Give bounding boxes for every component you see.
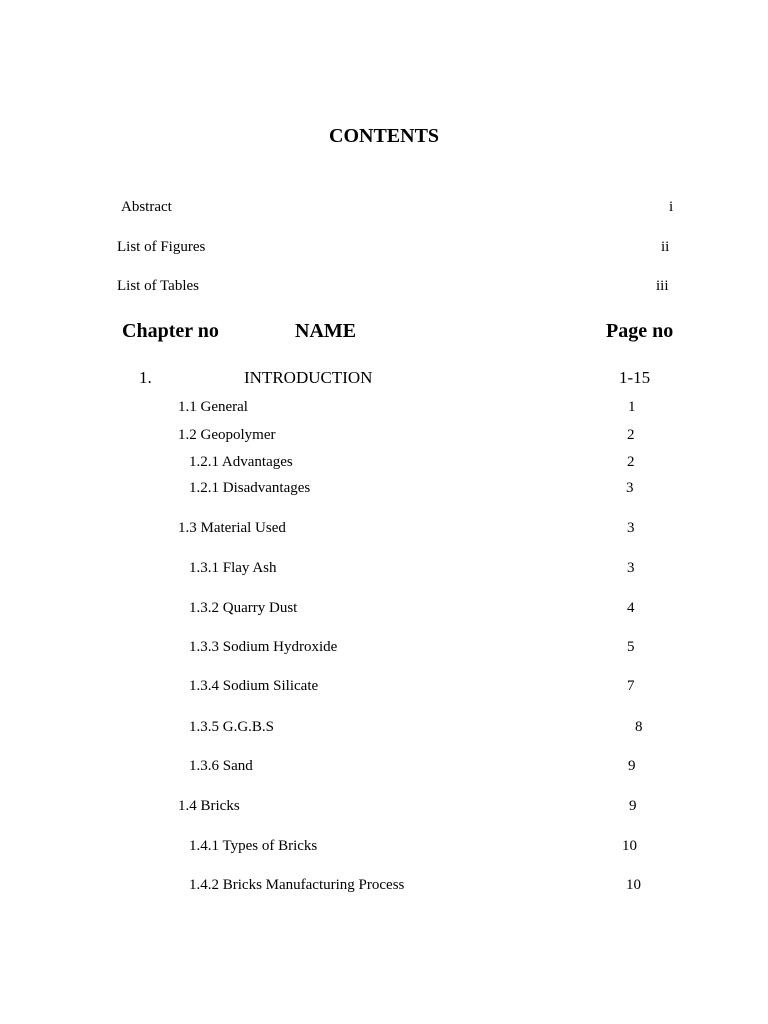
- chapter-name: INTRODUCTION: [244, 368, 373, 387]
- front-matter-label: List of Tables: [117, 278, 199, 294]
- toc-entry-page: 3: [626, 480, 634, 496]
- toc-entry-label: 1.2.1 Advantages: [189, 454, 293, 470]
- front-matter-label: List of Figures: [117, 239, 206, 255]
- front-matter-page: i: [669, 199, 674, 215]
- chapter-pages: 1-15: [619, 368, 651, 387]
- toc-entry-page: 10: [626, 877, 641, 893]
- front-matter-label: Abstract: [121, 199, 172, 215]
- page-title: CONTENTS: [329, 125, 440, 147]
- toc-entry-label: 1.3.1 Flay Ash: [189, 560, 277, 576]
- toc-entry-page: 1: [628, 399, 636, 415]
- toc-entry-page: 3: [627, 520, 635, 536]
- chapter-number: 1.: [139, 368, 152, 387]
- toc-entry-label: 1.4.1 Types of Bricks: [189, 838, 318, 854]
- toc-entry-page: 10: [622, 838, 637, 854]
- toc-entry-label: 1.3 Material Used: [178, 520, 286, 536]
- toc-entry-page: 2: [627, 427, 635, 443]
- toc-entry-label: 1.4.2 Bricks Manufacturing Process: [189, 877, 405, 893]
- front-matter-page: ii: [661, 239, 670, 255]
- toc-entry-page: 7: [627, 678, 635, 694]
- header-name: NAME: [295, 320, 357, 342]
- toc-entry-page: 4: [627, 600, 635, 616]
- toc-entry-label: 1.2 Geopolymer: [178, 427, 276, 443]
- front-matter-page: iii: [656, 278, 669, 294]
- toc-entry-label: 1.3.3 Sodium Hydroxide: [189, 639, 338, 655]
- header-chapter-no: Chapter no: [122, 320, 219, 342]
- toc-entry-label: 1.2.1 Disadvantages: [189, 480, 311, 496]
- toc-entry-label: 1.3.2 Quarry Dust: [189, 600, 298, 616]
- toc-entry-page: 2: [627, 454, 635, 470]
- toc-entry-page: 8: [635, 719, 643, 735]
- toc-entry-page: 3: [627, 560, 635, 576]
- toc-entry-page: 9: [628, 758, 636, 774]
- toc-entry-page: 9: [629, 798, 637, 814]
- toc-entry-label: 1.4 Bricks: [178, 798, 240, 814]
- toc-entry-label: 1.3.4 Sodium Silicate: [189, 678, 319, 694]
- toc-entry-label: 1.1 General: [178, 399, 248, 415]
- toc-entry-label: 1.3.6 Sand: [189, 758, 253, 774]
- toc-entry-label: 1.3.5 G.G.B.S: [189, 719, 275, 735]
- header-page-no: Page no: [606, 320, 674, 342]
- toc-entry-page: 5: [627, 639, 635, 655]
